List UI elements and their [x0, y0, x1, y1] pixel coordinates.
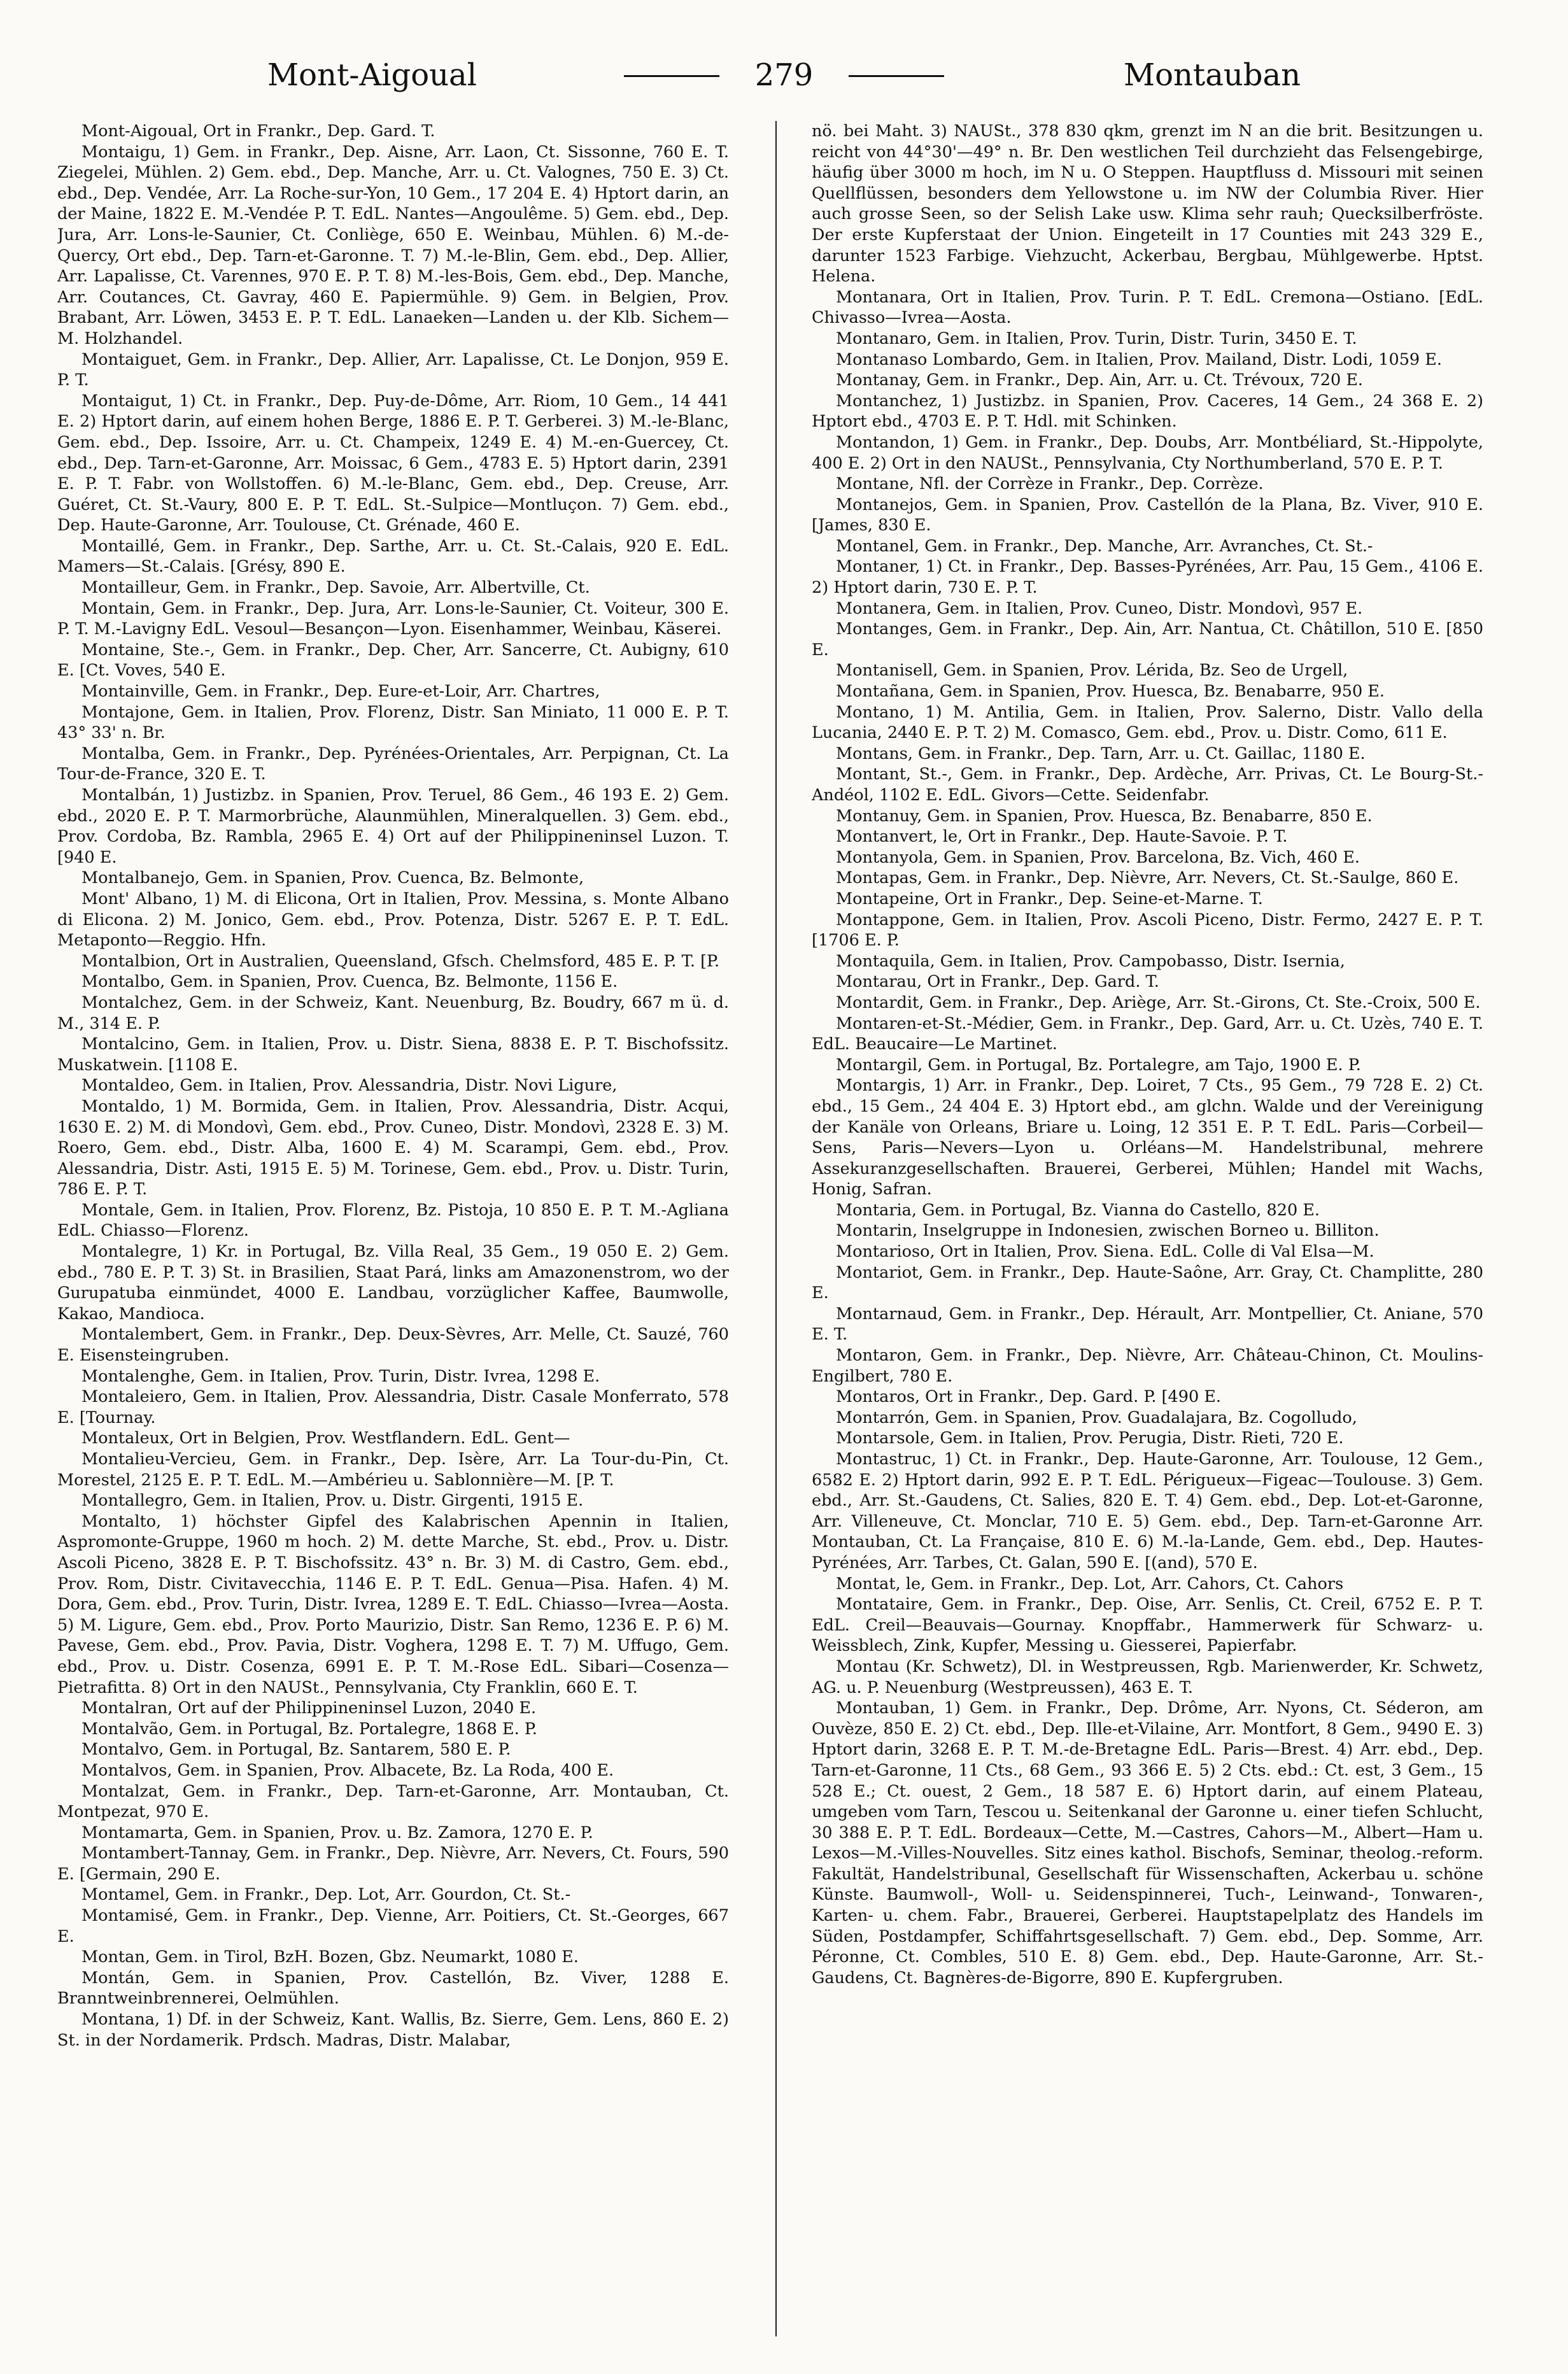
dictionary-entry: Montaren-et-St.-Médier, Gem. in Frankr., Dep. Gard, Arr. u. Ct. Uzès, 740 E. T. EdL. Beaucaire—Le Martinet. — [812, 1014, 1483, 1054]
dictionary-entry: Montaner, 1) Ct. in Frankr., Dep. Basses-Pyrénées, Arr. Pau, 15 Gem., 4106 E. 2) Hptort darin, 730 E. P. T. — [812, 557, 1483, 598]
dictionary-entry: Montanges, Gem. in Frankr., Dep. Ain, Arr. Nantua, Ct. Châtillon, 510 E. [850 E. — [812, 619, 1483, 660]
dictionary-entry: Montastruc, 1) Ct. in Frankr., Dep. Haute-Garonne, Arr. Toulouse, 12 Gem., 6582 E. 2) Hptort darin, 992 E. P. T. EdL. Périgueux—Figeac—Toulouse. 3) Gem. ebd., Arr. St.-Gaudens, Ct. Salies, 820 E. T. 4) Gem. ebd., Dep. Lot-et-Garonne, Arr. Villeneuve, Ct. Monclar, 710 E. 5) Gem. ebd., Dep. Tarn-et-Garonne Arr. Montauban, Ct. La Française, 810 E. 6) M.-la-Lande, Gem. ebd., Dep. Hautes-Pyrénées, Arr. Tarbes, Ct. Galan, 590 E. [(and), 570 E. — [812, 1450, 1483, 1572]
dictionary-entry: Montalba, Gem. in Frankr., Dep. Pyrénées-Orientales, Arr. Perpignan, Ct. La Tour-de-France, 320 E. T. — [57, 744, 729, 784]
dictionary-entry: Montalcino, Gem. in Italien, Prov. u. Distr. Siena, 8838 E. P. T. Bischofssitz. Muskatwein. [1108 E. — [57, 1035, 729, 1075]
dictionary-entry: Montaleux, Ort in Belgien, Prov. Westflandern. EdL. Gent— — [81, 1429, 570, 1448]
dictionary-entry: Montarsole, Gem. in Italien, Prov. Perugia, Distr. Rieti, 720 E. — [836, 1429, 1344, 1448]
dictionary-entry: Montalbo, Gem. in Spanien, Prov. Cuenca, Bz. Belmonte, 1156 E. — [81, 972, 618, 992]
dictionary-entry: Montalvos, Gem. in Spanien, Prov. Albacete, Bz. La Roda, 400 E. — [81, 1760, 614, 1780]
dictionary-entry: Montalran, Ort auf der Philippineninsel Luzon, 2040 E. — [81, 1699, 537, 1718]
dictionary-entry: nö. bei Maht. 3) NAUSt., 378 830 qkm, grenzt im N an die brit. Besitzungen u. reicht von 44°30'—49° n. Br. Den westlichen Teil durchzieht das Felsengebirge, häufig über 3000 m hoch, im N u. O Steppen. Hauptfluss d. Missouri mit seinen Quellflüssen, besonders dem Yellowstone u. im NW der Columbia River. Hier auch grosse Seen, so der Selish Lake usw. Klima sehr rauh; Quecksilberfröste. Der erste Kupferstaat der Union. Eingeteilt in 17 Counties mit 243 329 E., darunter 1523 Farbige. Viehzucht, Ackerbau, Bergbau, Mühlgewerbe. Hptst. Helena. — [812, 122, 1483, 286]
page-header — [267, 50, 1301, 101]
dictionary-entry: Montanejos, Gem. in Spanien, Prov. Castellón de la Plana, Bz. Viver, 910 E. [James, 830 E. — [812, 495, 1483, 535]
dictionary-entry: Montanuy, Gem. in Spanien, Prov. Huesca, Bz. Benabarre, 850 E. — [836, 806, 1373, 826]
dictionary-entry: Montalieu-Vercieu, Gem. in Frankr., Dep. Isère, Arr. La Tour-du-Pin, Ct. Morestel, 2125 E. P. T. EdL. M.—Ambérieu u. Sablonnière—M. [P. T. — [57, 1450, 729, 1490]
dictionary-entry: Montapeine, Ort in Frankr., Dep. Seine-et-Marne. T. — [836, 889, 1263, 908]
dictionary-entry: Montailleur, Gem. in Frankr., Dep. Savoie, Arr. Albertville, Ct. — [81, 578, 590, 598]
header-dash-left — [624, 75, 719, 77]
dictionary-entry: Montallegro, Gem. in Italien, Prov. u. Distr. Girgenti, 1915 E. — [81, 1491, 584, 1511]
dictionary-entry: Montaldo, 1) M. Bormida, Gem. in Italien, Prov. Alessandria, Distr. Acqui, 1630 E. 2) M. di Mondovì, Gem. ebd., Prov. Cuneo, Distr. Mondovì, 2328 E. 3) M. Roero, Gem. ebd., Distr. Alba, 1600 E. 4) M. Scarampi, Gem. ebd., Prov. Alessandria, Distr. Asti, 1915 E. 5) M. Torinese, Gem. ebd., Prov. u. Distr. Turin, 786 E. P. T. — [57, 1096, 729, 1199]
dictionary-entry: Montán, Gem. in Spanien, Prov. Castellón, Bz. Viver, 1288 E. Branntweinbrennerei, Oelmühlen. — [57, 1968, 729, 2009]
dictionary-entry: Montarioso, Ort in Italien, Prov. Siena. EdL. Colle di Val Elsa—M. — [836, 1242, 1374, 1262]
dictionary-entry: Montarnaud, Gem. in Frankr., Dep. Hérault, Arr. Montpellier, Ct. Aniane, 570 E. T. — [812, 1304, 1483, 1345]
dictionary-entry: Montalembert, Gem. in Frankr., Dep. Deux-Sèvres, Arr. Melle, Ct. Sauzé, 760 E. Eisensteingruben. — [57, 1325, 729, 1366]
dictionary-entry: Montanisell, Gem. in Spanien, Prov. Lérida, Bz. Seo de Urgell, — [836, 661, 1348, 681]
dictionary-entry: Montaquila, Gem. in Italien, Prov. Campobasso, Distr. Isernia, — [836, 951, 1345, 971]
dictionary-entry: Montapas, Gem. in Frankr., Dep. Nièvre, Arr. Nevers, Ct. St.-Saulge, 860 E. — [836, 868, 1459, 888]
dictionary-entry: Montambert-Tannay, Gem. in Frankr., Dep. Nièvre, Arr. Nevers, Ct. Fours, 590 E. [Germain, 290 E. — [57, 1844, 729, 1884]
right-column — [812, 121, 1483, 2349]
dictionary-entry: Montaillé, Gem. in Frankr., Dep. Sarthe, Arr. u. Ct. St.-Calais, 920 E. EdL. Mamers—St.-Calais. [Grésy, 890 E. — [57, 536, 729, 577]
dictionary-entry: Montane, Nfl. der Corrèze in Frankr., Dep. Corrèze. — [836, 474, 1264, 494]
dictionary-entry: Montariot, Gem. in Frankr., Dep. Haute-Saône, Arr. Gray, Ct. Champlitte, 280 E. — [812, 1262, 1483, 1303]
header-left-keyword: Mont-Aigoual — [267, 57, 477, 93]
column-divider — [775, 121, 777, 2336]
dictionary-entry: Montarrón, Gem. in Spanien, Prov. Guadalajara, Bz. Cogolludo, — [836, 1408, 1357, 1427]
dictionary-entry: Mont-Aigoual, Ort in Frankr., Dep. Gard. T. — [81, 122, 435, 141]
header-dash-right — [849, 75, 944, 77]
dictionary-entry: Montanara, Ort in Italien, Prov. Turin. P. T. EdL. Cremona—Ostiano. [EdL. Chivasso—Ivrea—Aosta. — [812, 287, 1483, 328]
dictionary-entry: Montau (Kr. Schwetz), Dl. in Westpreussen, Rgb. Marienwerder, Kr. Schwetz, AG. u. P. Neuenburg (Westpreussen), 463 E. T. — [812, 1657, 1483, 1697]
dictionary-entry: Montan, Gem. in Tirol, BzH. Bozen, Gbz. Neumarkt, 1080 E. — [81, 1947, 579, 1967]
dictionary-entry: Montaiguet, Gem. in Frankr., Dep. Allier, Arr. Lapalisse, Ct. Le Donjon, 959 E. P. T. — [57, 350, 729, 390]
dictionary-entry: Montalvo, Gem. in Portugal, Bz. Santarem, 580 E. P. — [81, 1740, 511, 1760]
dictionary-entry: Montainville, Gem. in Frankr., Dep. Eure-et-Loir, Arr. Chartres, — [81, 682, 600, 702]
dictionary-entry: Mont' Albano, 1) M. di Elicona, Ort in Italien, Prov. Messina, s. Monte Albano di Elicona. 2) M. Jonico, Gem. ebd., Prov. Potenza, Distr. 5267 E. P. T. EdL. Metaponto—Reggio. Hfn. — [57, 889, 729, 950]
dictionary-entry: Montaros, Ort in Frankr., Dep. Gard. P. [490 E. — [836, 1387, 1221, 1407]
dictionary-entry: Montalbán, 1) Justizbz. in Spanien, Prov. Teruel, 86 Gem., 46 193 E. 2) Gem. ebd., 2020 E. P. T. Marmorbrüche, Alaunmühlen, Mineralquellen. 3) Gem. ebd., Prov. Cordoba, Bz. Rambla, 2965 E. 4) Ort auf der Philippineninsel Luzon. T. [940 E. — [57, 786, 729, 867]
dictionary-entry: Montaigut, 1) Ct. in Frankr., Dep. Puy-de-Dôme, Arr. Riom, 10 Gem., 14 441 E. 2) Hptort darin, auf einem hohen Berge, 1886 E. P. T. Gerberei. 3) M.-le-Blanc, Gem. ebd., Dep. Issoire, Arr. u. Ct. Champeix, 1249 E. 4) M.-en-Guercey, Ct. ebd., Dep. Tarn-et-Garonne, Arr. Moissac, 6 Gem., 4783 E. 5) Hptort darin, 2391 E. P. T. Fabr. von Wollstoffen. 6) M.-le-Blanc, Gem. ebd., Dep. Creuse, Arr. Guéret, Ct. St.-Vaury, 800 E. P. T. EdL. St.-Sulpice—Montluçon. 7) Gem. ebd., Dep. Haute-Garonne, Arr. Toulouse, Ct. Grénade, 460 E. — [57, 391, 729, 535]
dictionary-entry: Montardit, Gem. in Frankr., Dep. Ariège, Arr. St.-Girons, Ct. Ste.-Croix, 500 E. — [836, 993, 1481, 1012]
dictionary-entry: Montaron, Gem. in Frankr., Dep. Nièvre, Arr. Château-Chinon, Ct. Moulins-Engilbert, 780 E. — [812, 1346, 1483, 1386]
dictionary-entry: Montalbion, Ort in Australien, Queensland, Gfsch. Chelmsford, 485 E. P. T. [P. — [81, 951, 720, 971]
dictionary-entry: Montanera, Gem. in Italien, Prov. Cuneo, Distr. Mondovì, 957 E. — [836, 598, 1363, 618]
dictionary-entry: Montalbanejo, Gem. in Spanien, Prov. Cuenca, Bz. Belmonte, — [81, 868, 584, 888]
dictionary-entry: Montarin, Inselgruppe in Indonesien, zwischen Borneo u. Billiton. — [836, 1221, 1380, 1241]
dictionary-entry: Montana, 1) Df. in der Schweiz, Kant. Wallis, Bz. Sierre, Gem. Lens, 860 E. 2) St. in der Nordamerik. Prdsch. Madras, Distr. Malabar, — [57, 2010, 729, 2050]
dictionary-entry: Montamisé, Gem. in Frankr., Dep. Vienne, Arr. Poitiers, Ct. St.-Georges, 667 E. — [57, 1906, 729, 1946]
dictionary-entry: Montale, Gem. in Italien, Prov. Florenz, Bz. Pistoja, 10 850 E. P. T. M.-Agliana EdL. Chiasso—Florenz. — [57, 1200, 729, 1241]
left-column — [57, 121, 729, 2349]
dictionary-entry: Montalegre, 1) Kr. in Portugal, Bz. Villa Real, 35 Gem., 19 050 E. 2) Gem. ebd., 780 E. P. T. 3) St. in Brasilien, Staat Pará, links am Amazonenstrom, wo der Gurupatuba einmündet, 4000 E. Landbau, vorzüglicher Kaffee, Baumwolle, Kakao, Mandioca. — [57, 1242, 729, 1324]
dictionary-entry: Montaine, Ste.-, Gem. in Frankr., Dep. Cher, Arr. Sancerre, Ct. Aubigny, 610 E. [Ct. Voves, 540 E. — [57, 640, 729, 681]
dictionary-entry: Montalzat, Gem. in Frankr., Dep. Tarn-et-Garonne, Arr. Montauban, Ct. Montpezat, 970 E. — [57, 1781, 729, 1822]
dictionary-entry: Montanaro, Gem. in Italien, Prov. Turin, Distr. Turin, 3450 E. T. — [836, 329, 1357, 348]
dictionary-entry: Montamel, Gem. in Frankr., Dep. Lot, Arr. Gourdon, Ct. St.- — [81, 1885, 571, 1905]
dictionary-entry: Montalenghe, Gem. in Italien, Prov. Turin, Distr. Ivrea, 1298 E. — [81, 1366, 600, 1386]
dictionary-entry: Montalto, 1) höchster Gipfel des Kalabrischen Apennin in Italien, Aspromonte-Gruppe, 1960 m hoch. 2) M. dette Marche, St. ebd., Prov. u. Distr. Ascoli Piceno, 3828 E. P. T. Bischofssitz. 43° n. Br. 3) M. di Castro, Gem. ebd., Prov. Rom, Distr. Civitavecchia, 1146 E. P. T. EdL. Genua—Pisa. Hafen. 4) M. Dora, Gem. ebd., Prov. Turin, Distr. Ivrea, 1289 E. T. EdL. Chiasso—Ivrea—Aosta. 5) M. Ligure, Gem. ebd., Prov. Porto Maurizio, Distr. San Remo, 1236 E. P. 6) M. Pavese, Gem. ebd., Prov. Pavia, Distr. Voghera, 1298 E. T. 7) M. Uffugo, Gem. ebd., Prov. u. Distr. Cosenza, 6991 E. P. T. M.-Rose EdL. Sibari—Cosenza—Pietrafitta. 8) Ort in den NAUSt., Pennsylvania, Cty Franklin, 660 E. T. — [57, 1511, 729, 1697]
dictionary-entry: Montarau, Ort in Frankr., Dep. Gard. T. — [836, 972, 1159, 992]
dictionary-entry: Montauban, 1) Gem. in Frankr., Dep. Drôme, Arr. Nyons, Ct. Séderon, am Ouvèze, 850 E. 2) Ct. ebd., Dep. Ille-et-Vilaine, Arr. Montfort, 8 Gem., 9490 E. 3) Hptort darin, 3268 E. P. T. M.-de-Bretagne EdL. Paris—Brest. 4) Arr. ebd., Dep. Tarn-et-Garonne, 11 Cts., 68 Gem., 93 366 E. 5) 2 Cts. ebd.: Ct. est, 3 Gem., 15 528 E.; Ct. ouest, 2 Gem., 18 587 E. 6) Hptort darin, auf einem Plateau, umgeben vom Tarn, Tescou u. Seitenkanal der Garonne u. einer tiefen Schlucht, 30 388 E. P. T. EdL. Bordeaux—Cette, M.—Castres, Cahors—M., Albert—Ham u. Lexos—M.-Villes-Nouvelles. Sitz eines kathol. Bischofs, Seminar, theolog.-reform. Fakultät, Handelstribunal, Gesellschaft für Wissenschaften, Ackerbau u. schöne Künste. Baumwoll-, Woll- u. Seidenspinnerei, Tuch-, Leinwand-, Tonwaren-, Karten- u. chem. Fabr., Brauerei, Gerberei. Hauptstapelplatz des Handels im Süden, Postdampfer, Schiffahrtsgesellschaft. 7) Gem. ebd., Dep. Somme, Arr. Péronne, Ct. Combles, 510 E. 8) Gem. ebd., Dep. Haute-Garonne, Arr. St.-Gaudens, Ct. Bagnères-de-Bigorre, 890 E. Kupfergruben. — [812, 1699, 1483, 1988]
dictionary-entry: Montanaso Lombardo, Gem. in Italien, Prov. Mailand, Distr. Lodi, 1059 E. — [836, 350, 1442, 369]
dictionary-entry: Montargil, Gem. in Portugal, Bz. Portalegre, am Tajo, 1900 E. P. — [836, 1055, 1361, 1075]
dictionary-entry: Montajone, Gem. in Italien, Prov. Florenz, Distr. San Miniato, 11 000 E. P. T. 43° 33' n. Br. — [57, 702, 729, 743]
dictionary-entry: Montano, 1) M. Antilia, Gem. in Italien, Prov. Salerno, Distr. Vallo della Lucania, 2440 E. P. T. 2) M. Comasco, Gem. ebd., Prov. u. Distr. Como, 611 E. — [812, 702, 1483, 743]
dictionary-entry: Montanay, Gem. in Frankr., Dep. Ain, Arr. u. Ct. Trévoux, 720 E. — [836, 371, 1364, 390]
dictionary-entry: Montain, Gem. in Frankr., Dep. Jura, Arr. Lons-le-Saunier, Ct. Voiteur, 300 E. P. T. M.-Lavigny EdL. Vesoul—Besançon—Lyon. Eisenhammer, Weinbau, Käserei. — [57, 598, 729, 639]
dictionary-entry: Montaldeo, Gem. in Italien, Prov. Alessandria, Distr. Novi Ligure, — [81, 1076, 618, 1096]
dictionary-entry: Montataire, Gem. in Frankr., Dep. Oise, Arr. Senlis, Ct. Creil, 6752 E. P. T. EdL. Creil—Beauvais—Gournay. Knopffabr., Hammerwerk für Schwarz- u. Weissblech, Zink, Kupfer, Messing u. Giesserei, Papierfabr. — [812, 1595, 1483, 1656]
dictionary-entry: Montañana, Gem. in Spanien, Prov. Huesca, Bz. Benabarre, 950 E. — [836, 682, 1385, 702]
dictionary-entry: Montandon, 1) Gem. in Frankr., Dep. Doubs, Arr. Montbéliard, St.-Hippolyte, 400 E. 2) Ort in den NAUSt., Pennsylvania, Cty Northumberland, 570 E. P. T. — [812, 432, 1483, 473]
dictionary-entry: Montargis, 1) Arr. in Frankr., Dep. Loiret, 7 Cts., 95 Gem., 79 728 E. 2) Ct. ebd., 15 Gem., 24 404 E. 3) Hptort ebd., am glchn. Walde und der Vereinigung der Kanäle von Orleans, Briare u. Loing, 12 351 E. P. T. EdL. Paris—Corbeil—Sens, Paris—Nevers—Lyon u. Orléans—M. Handelstribunal, mehrere Assekuranzgesellschaften. Brauerei, Gerberei, Mühlen; Handel mit Wachs, Honig, Safran. — [812, 1076, 1483, 1199]
dictionary-entry: Montaria, Gem. in Portugal, Bz. Vianna do Castello, 820 E. — [836, 1200, 1320, 1220]
dictionary-entry: Montalchez, Gem. in der Schweiz, Kant. Neuenburg, Bz. Boudry, 667 m ü. d. M., 314 E. P. — [57, 993, 729, 1033]
dictionary-entry: Montaleiero, Gem. in Italien, Prov. Alessandria, Distr. Casale Monferrato, 578 E. [Tournay. — [57, 1387, 729, 1427]
dictionary-entry: Montanel, Gem. in Frankr., Dep. Manche, Arr. Avranches, Ct. St.- — [836, 536, 1373, 556]
dictionary-entry: Montant, St.-, Gem. in Frankr., Dep. Ardèche, Arr. Privas, Ct. Le Bourg-St.-Andéol, 1102 E. EdL. Givors—Cette. Seidenfabr. — [812, 765, 1483, 805]
dictionary-entry: Montanvert, le, Ort in Frankr., Dep. Haute-Savoie. P. T. — [836, 827, 1288, 847]
dictionary-entry: Montans, Gem. in Frankr., Dep. Tarn, Arr. u. Ct. Gaillac, 1180 E. — [836, 744, 1366, 763]
dictionary-entry: Montamarta, Gem. in Spanien, Prov. u. Bz. Zamora, 1270 E. P. — [81, 1823, 593, 1842]
dictionary-entry: Montanchez, 1) Justizbz. in Spanien, Prov. Caceres, 14 Gem., 24 368 E. 2) Hptort ebd., 4703 E. P. T. Hdl. mit Schinken. — [812, 391, 1483, 432]
dictionary-entry: Montanyola, Gem. in Spanien, Prov. Barcelona, Bz. Vich, 460 E. — [836, 847, 1360, 867]
header-right-keyword: Montauban — [1123, 57, 1301, 93]
page-number: 279 — [754, 57, 814, 93]
dictionary-entry: Montat, le, Gem. in Frankr., Dep. Lot, Arr. Cahors, Ct. Cahors — [836, 1574, 1344, 1593]
dictionary-entry: Montalvão, Gem. in Portugal, Bz. Portalegre, 1868 E. P. — [81, 1719, 537, 1739]
dictionary-entry: Montappone, Gem. in Italien, Prov. Ascoli Piceno, Distr. Fermo, 2427 E. P. T. [1706 E. P. — [812, 910, 1483, 950]
dictionary-entry: Montaigu, 1) Gem. in Frankr., Dep. Aisne, Arr. Laon, Ct. Sissonne, 760 E. T. Ziegelei, Mühlen. 2) Gem. ebd., Dep. Manche, Arr. u. Ct. Valognes, 750 E. 3) Ct. ebd., Dep. Vendée, Arr. La Roche-sur-Yon, 10 Gem., 17 204 E. 4) Hptort darin, an der Maine, 1822 E. M.-Vendée P. T. EdL. Nantes—Angoulême. 5) Gem. ebd., Dep. Jura, Arr. Lons-le-Saunier, Ct. Conliège, 650 E. Weinbau, Mühlen. 6) M.-de-Quercy, Ort ebd., Dep. Tarn-et-Garonne. T. 7) M.-le-Blin, Gem. ebd., Dep. Allier, Arr. Lapalisse, Ct. Varennes, 970 E. P. T. 8) M.-les-Bois, Gem. ebd., Dep. Manche, Arr. Coutances, Ct. Gavray, 460 E. Papiermühle. 9) Gem. in Belgien, Prov. Brabant, Arr. Löwen, 3453 E. P. T. EdL. Lanaeken—Landen u. der Klb. Sichem—M. Holzhandel. — [57, 142, 729, 348]
